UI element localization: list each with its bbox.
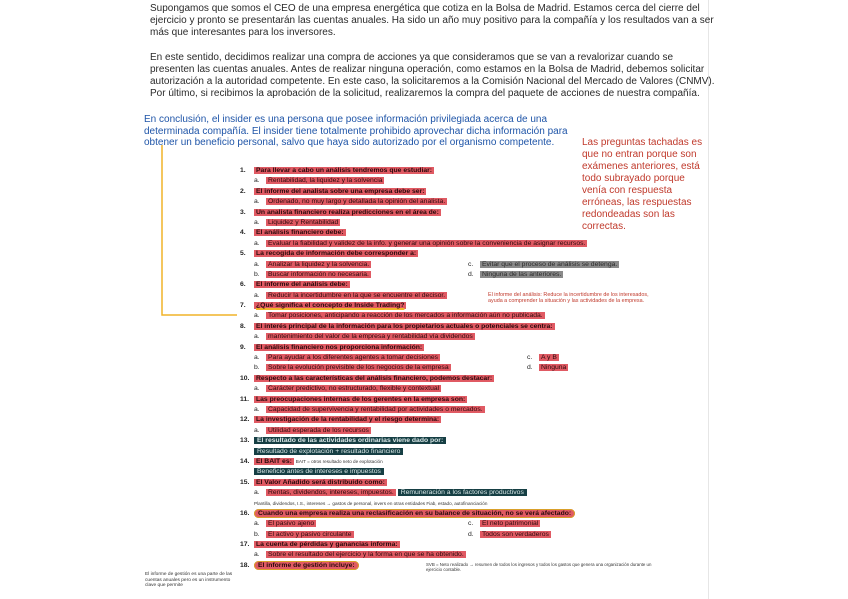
question-number: 18. [240,561,250,569]
answer-text: Reducir la incertidumbre en la que se encuentre el decisor. [268,291,446,299]
answer-letter: a. [254,333,260,341]
answer-letter: a. [254,239,260,247]
question-number: 17. [240,541,250,549]
question-row [240,343,660,353]
answer-text: Ninguna [541,364,567,372]
answer-row [240,260,660,270]
question-row [240,415,660,425]
question-number: 7. [240,302,246,310]
answer-text: Buscar información no necesaria. [268,270,369,278]
question-number: 11. [240,395,250,403]
answer-text: A y B [541,354,557,362]
question-text: El resultado de las actividades ordinarias viene dado por: [254,437,446,444]
answer-text: El neto patrimonial [482,520,539,528]
question-number: 10. [240,374,250,382]
answer-text: Ninguna de las anteriores. [482,270,562,278]
answer-letter: b. [254,364,260,372]
conclusion-paragraph [144,114,574,149]
answer-text: Carácter predictivo, no estructurado, flexible y contextual [268,385,440,393]
question-text: Un analista financiero realiza predicciones en el área de: [256,208,439,216]
answer-letter: c. [527,354,533,362]
question-text: ¿Qué significa el concepto de Inside Trading? [256,302,405,310]
answer-text: Sobre el resultado del ejercicio y la forma en que se ha obtenido. [268,551,464,559]
question-text: La investigación de la rentabilidad y el riesgo determina: [256,416,440,424]
question-number: 14. [240,457,250,465]
question-number: 13. [240,437,250,445]
intro-paragraph-1 [150,3,720,39]
question-row [240,228,660,238]
answer-letter: a. [254,291,260,299]
answer-row [240,239,660,249]
answer-column-2 [527,353,559,363]
side-note-text: Las preguntas tachadas es que no entran porque son exámenes anteriores, está todo subrayado porque venía con respuesta erróneas, las respuestas redondeadas son las correctas. [582,137,703,232]
answer-text: Utilidad esperada de los recursos [268,426,369,434]
answer-row [240,519,660,529]
answer-text: Tomar posiciones, anticipando a reacción de los mercados a información aún no publicada. [268,312,543,320]
question-text: El análisis financiero debe: [256,229,344,237]
question-text: El interés principal de la información para los propietarios actuales o potenciales se centra: [256,322,553,330]
answer-letter: a. [254,385,260,393]
answer-letter: d. [468,530,474,538]
question-row [240,280,660,290]
answer-text: Rentabilidad, la liquidez y la solvencia [268,177,383,185]
question-row [240,436,660,446]
answer-row [240,176,660,186]
answer-row [240,405,660,415]
question-number: 1. [240,167,246,174]
question-row [240,322,660,332]
intro-text-2: En este sentido, decidimos realizar una compra de acciones ya que consideramos que se van a revalorizar cuando se presenten las cuentas anuales. Antes de realizar ninguna operación, como estamos en la Bolsa de Madrid, debemos solicitar autorización a la autoridad competente. En este caso, la solicitaremos a la Comisión Nacional del Mercado de Valores (CNMV). Por último, si recibimos la aprobación de la solicitud, realizaremos la compra del paquete de acciones de nuestra compañía. [150,52,715,99]
answer-row [240,353,660,363]
question-row [240,540,660,550]
question-row [240,395,660,405]
answer-text: El pasivo ajeno [268,520,315,528]
question-row [240,187,660,197]
question-text: La recogida de información debe corresponder a: [256,250,417,258]
answer-text: Rentas, dividendos, intereses, impuestos. [268,489,394,497]
question-text: Las preocupaciones internas de los gerentes en la empresa son: [256,395,466,403]
answer-column-2 [468,530,551,540]
answer-letter: a. [254,177,260,185]
answer-letter: a. [254,489,260,497]
question-text: Para llevar a cabo un análisis tendremos que estudiar: [256,167,433,174]
question-list [240,166,660,571]
answer-letter: b. [254,530,260,538]
question-row [240,457,660,467]
conclusion-text: En conclusión, el insider es una persona que posee información privilegiada acerca de una determinada compañía. El insider tiene totalmente prohibido aprovechar dicha información para obtener un beneficio personal, salvo que haya sido autorizado por el organismo competente. [144,114,568,148]
answer-text: Resultado de explotación + resultado financiero [254,448,403,455]
annotation-right-text: El informe del análisis: Reduce la incertidumbre de los interesados, ayuda a comprender la situación y las actividades de la empresa. [488,292,649,305]
answer-text: Para ayudar a los diferentes agentes a tomar decisiones [268,354,439,362]
question-row [240,509,660,519]
annotation-left-text: El informe de gestión es una parte de las cuentas anuales pero es un instrumento clave que permite [145,572,233,589]
question-number: 4. [240,229,246,237]
answer-text: Evitar que el proceso de análisis se detenga. [482,260,618,268]
answer-text: Todos son verdaderos [482,530,549,538]
question-number: 16. [240,509,250,517]
answer-letter: a. [254,312,260,320]
answer-letter: b. [254,270,260,278]
answer-column-2 [468,260,619,270]
answer-row [240,218,660,228]
question-number: 15. [240,478,250,486]
question-number: 12. [240,416,250,424]
answer-row [240,467,660,477]
answer-letter: a. [254,405,260,413]
question-row [240,478,660,488]
orange-bracket-annotation [152,140,242,320]
question-text: La cuenta de pérdidas y ganancias informa: [256,541,398,549]
answer-text: Evaluar la fiabilidad y validez de la info. y generar una opinión sobre la conveniencia de asignar recursos. [268,239,586,247]
answer-column-2 [527,363,568,373]
annotation-bottom-text: SVB = Neto realizado → resumen de todos los ingresos y todos los gastos que genera una organización durante un ejercicio contable. [426,562,652,573]
annotation-left [145,572,240,589]
question-number: 3. [240,208,246,216]
question-note: BAIT = otros resultado neto de explotación [295,458,383,464]
question-text: El informe del análisis debe: [256,281,348,289]
question-row [240,249,660,259]
question-row [240,374,660,384]
answer-column-2 [468,519,540,529]
answer-text: Capacidad de supervivencia y rentabilidad por actividades o mercados. [268,405,483,413]
question-text: El BAIT es: [256,457,292,465]
question-text: El Valor Añadido será distribuido como: [256,478,385,486]
answer-column-2 [468,270,563,280]
handwritten-note-row [240,499,660,509]
answer-extra: Remuneración a los factores productivos [398,489,527,496]
question-number: 5. [240,250,246,258]
question-number: 2. [240,187,246,195]
question-text: El análisis financiero nos proporciona información: [256,343,423,351]
answer-row [240,530,660,540]
answer-letter: a. [254,551,260,559]
answer-row [240,363,660,373]
answer-letter: a. [254,354,260,362]
intro-paragraph-2 [150,52,720,100]
answer-text: Analizar la liquidez y la solvencia. [268,260,370,268]
answer-row [240,197,660,207]
question-row [240,208,660,218]
answer-row [240,384,660,394]
intro-text-1: Supongamos que somos el CEO de una empresa energética que cotiza en la Bolsa de Madrid. Estamos cerca del cierre del ejercicio y pronto se presentarán las cuentas anuales. Ha sido un año muy positivo para la compañía y los resultados van a ser más que interesantes para los inversores. [150,3,714,38]
answer-text: Sobre la evolución previsible de los negocios de la empresa [268,364,449,372]
answer-text: Beneficio antes de intereses e impuestos [254,468,384,475]
question-number: 6. [240,281,246,289]
annotation-bottom [426,562,666,572]
answer-letter: a. [254,260,260,268]
answer-letter: a. [254,218,260,226]
answer-row [240,311,660,321]
answer-row [240,550,660,560]
answer-letter: a. [254,520,260,528]
answer-row [240,270,660,280]
answer-letter: d. [527,364,533,372]
answer-letter: a. [254,198,260,206]
answer-text: Ordenado, no muy largo y detallada la opinión del analista. [268,198,446,206]
answer-letter: c. [468,260,474,268]
answer-letter: d. [468,270,474,278]
answer-text: El activo y pasivo circulante [268,530,352,538]
answer-letter: c. [468,520,474,528]
question-number: 9. [240,343,246,351]
annotation-right [488,292,664,305]
question-text: Respecto a las características del análisis financiero, podemos destacar: [256,374,493,382]
answer-row [240,447,660,457]
question-text: El informe de gestión incluye: [254,561,359,570]
answer-row [240,332,660,342]
question-number: 8. [240,322,246,330]
answer-letter: a. [254,426,260,434]
answer-text: Liquidez y Rentabilidad [268,218,339,226]
handwritten-note: Plantilla, dividendos, I.S., intereses → gastos de personal, invers en otras entidades Fiab, estado, autofinanciación [254,500,488,506]
question-text: Cuando una empresa realiza una reclasificación en su balance de situación, no se verá afectado: [254,509,575,518]
answer-row [240,488,660,498]
question-text: El informe del analista sobre una empresa debe ser: [256,187,425,195]
answer-text: mantenimiento del valor de la empresa y rentabilidad vía dividendos [268,333,473,341]
question-row [240,166,660,176]
answer-row [240,426,660,436]
